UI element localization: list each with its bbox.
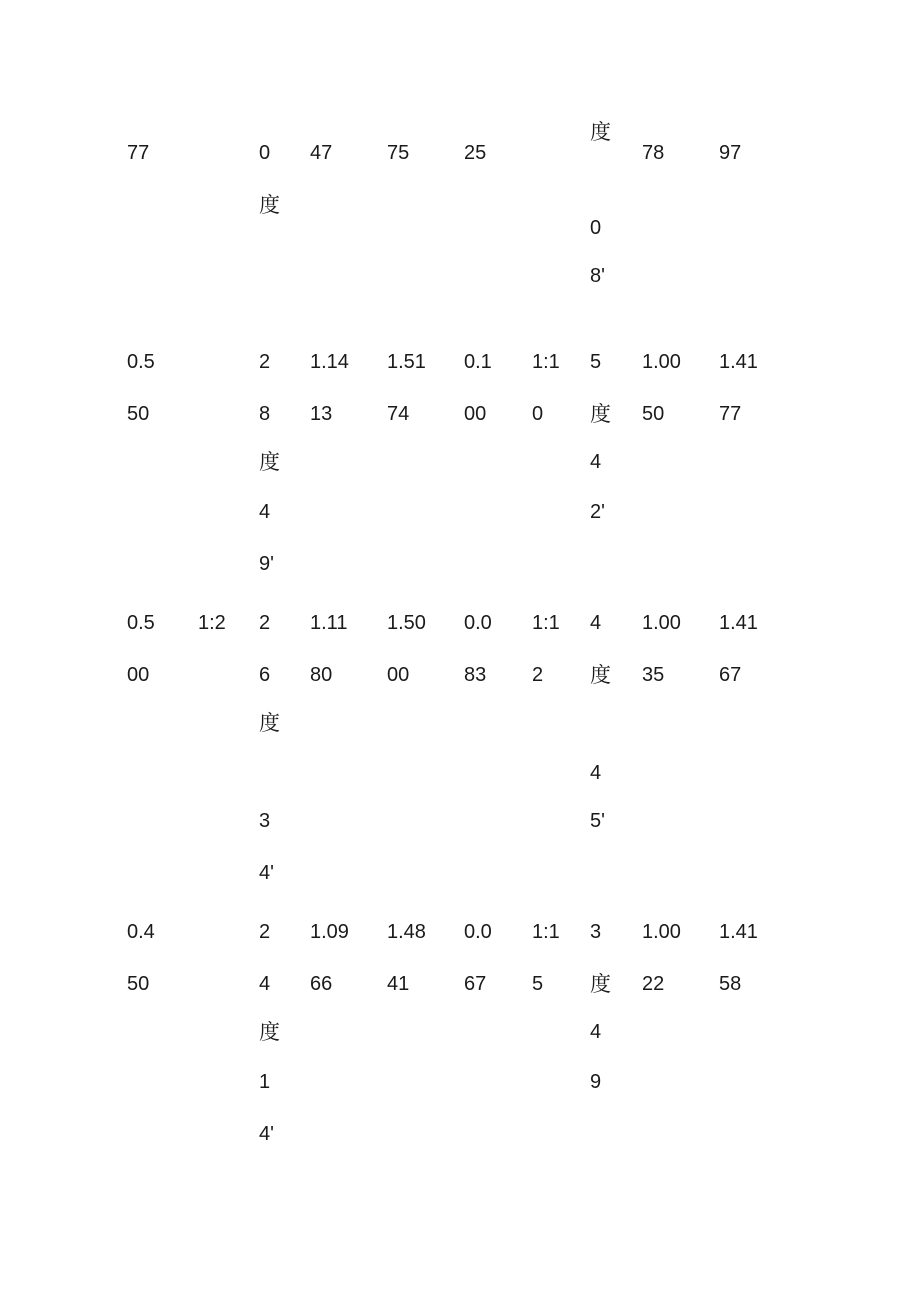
table-cell-text: 1:2 <box>198 612 226 634</box>
table-cell-text: 8 <box>259 403 271 425</box>
table-cell-text: 1.41 <box>719 612 758 634</box>
table-cell-text: 2 <box>259 921 271 943</box>
table-cell-text: 77 <box>127 142 150 164</box>
table-cell-text: 1 <box>259 1071 271 1093</box>
table-cell-text: 1.00 <box>642 921 681 943</box>
table-cell-text: 1.11 <box>310 612 348 634</box>
table-cell-text: 58 <box>719 973 742 995</box>
table-cell-text: 78 <box>642 142 665 164</box>
table-cell-text: 77 <box>719 403 742 425</box>
table-cell-text: 3 <box>259 810 271 832</box>
table-cell-text: 4 <box>590 1021 602 1043</box>
table-cell-text: 0 <box>259 142 271 164</box>
table-cell-text: 0.1 <box>464 351 492 373</box>
table-cell-text: 5 <box>590 351 602 373</box>
table-cell-text: 1.50 <box>387 612 426 634</box>
table-cell-text: 度 <box>590 120 611 144</box>
table-cell-text: 1:1 <box>532 612 560 634</box>
table-cell-text: 00 <box>387 664 410 686</box>
table-cell-text: 1.14 <box>310 351 349 373</box>
table-cell-text: 25 <box>464 142 487 164</box>
table-cell-text: 75 <box>387 142 410 164</box>
table-cell-text: 22 <box>642 973 665 995</box>
table-cell-text: 9' <box>259 553 274 575</box>
table-cell-text: 度 <box>259 193 280 217</box>
table-cell-text: 度 <box>259 1020 280 1044</box>
table-cell-text: 66 <box>310 973 333 995</box>
table-cell-text: 1.00 <box>642 351 681 373</box>
table-cell-text: 4 <box>590 612 602 634</box>
table-cell-text: 80 <box>310 664 333 686</box>
table-cell-text: 50 <box>127 973 150 995</box>
table-cell-text: 1.48 <box>387 921 426 943</box>
table-cell-text: 1.41 <box>719 921 758 943</box>
table-cell-text: 5' <box>590 810 605 832</box>
table-cell-text: 度 <box>590 663 611 687</box>
table-cell-text: 1.41 <box>719 351 758 373</box>
table-cell-text: 67 <box>464 973 487 995</box>
table-cell-text: 50 <box>642 403 665 425</box>
table-cell-text: 0.0 <box>464 921 492 943</box>
table-cell-text: 4 <box>259 973 271 995</box>
table-cell-text: 47 <box>310 142 333 164</box>
table-cell-text: 9 <box>590 1071 602 1093</box>
table-cell-text: 50 <box>127 403 150 425</box>
table-cell-text: 0 <box>590 217 602 239</box>
table-cell-text: 1:1 <box>532 351 560 373</box>
table-cell-text: 13 <box>310 403 333 425</box>
table-cell-text: 3 <box>590 921 602 943</box>
table-cell-text: 0 <box>532 403 544 425</box>
table-cell-text: 2 <box>259 351 271 373</box>
table-cell-text: 度 <box>590 972 611 996</box>
table-cell-text: 4 <box>590 451 602 473</box>
table-cell-text: 4' <box>259 862 274 884</box>
table-cell-text: 0.5 <box>127 612 155 634</box>
table-cell-text: 2 <box>532 664 544 686</box>
table-cell-text: 0.4 <box>127 921 155 943</box>
table-cell-text: 4 <box>590 762 602 784</box>
table-cell-text: 4 <box>259 501 271 523</box>
table-cell-text: 0.5 <box>127 351 155 373</box>
table-cell-text: 6 <box>259 664 271 686</box>
table-cell-text: 00 <box>127 664 150 686</box>
table-cell-text: 1.09 <box>310 921 349 943</box>
table-cell-text: 41 <box>387 973 410 995</box>
table-cell-text: 度 <box>259 450 280 474</box>
table-cell-text: 35 <box>642 664 665 686</box>
table-cell-text: 5 <box>532 973 544 995</box>
table-cell-text: 74 <box>387 403 410 425</box>
table-cell-text: 4' <box>259 1123 274 1145</box>
table-cell-text: 8' <box>590 265 605 287</box>
table-cell-text: 度 <box>259 711 280 735</box>
table-cell-text: 1.51 <box>387 351 426 373</box>
table-cell-text: 83 <box>464 664 487 686</box>
table-cell-text: 67 <box>719 664 742 686</box>
table-cell-text: 度 <box>590 402 611 426</box>
table-cell-text: 2' <box>590 501 605 523</box>
table-cell-text: 2 <box>259 612 271 634</box>
table-cell-text: 1:1 <box>532 921 560 943</box>
table-cell-text: 0.0 <box>464 612 492 634</box>
table-cell-text: 00 <box>464 403 487 425</box>
table-cell-text: 1.00 <box>642 612 681 634</box>
table-cell-text: 97 <box>719 142 742 164</box>
